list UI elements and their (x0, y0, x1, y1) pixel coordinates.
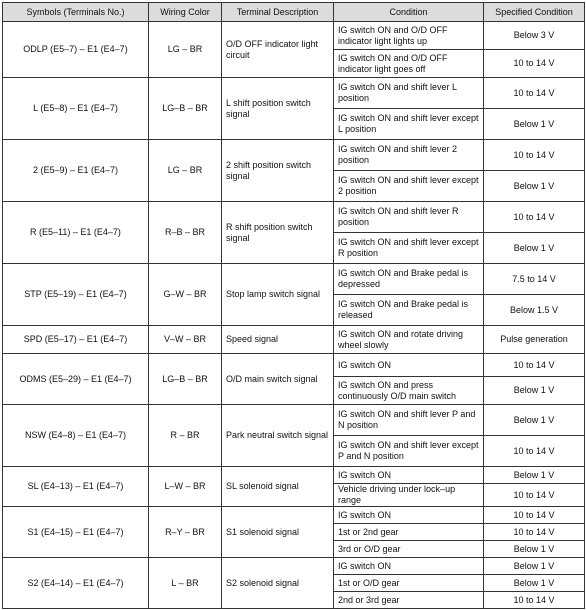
condition-cell: IG switch ON and shift lever except L position (334, 109, 484, 140)
terminal-symbol-cell: ODLP (E5–7) – E1 (E4–7) (3, 22, 149, 78)
specified-condition-cell: Below 1 V (484, 171, 585, 202)
terminal-symbol-cell: STP (E5–19) – E1 (E4–7) (3, 264, 149, 326)
condition-cell: IG switch ON and shift lever L position (334, 78, 484, 109)
condition-cell: IG switch ON (334, 507, 484, 524)
wiring-color-cell: L – BR (149, 558, 222, 609)
table-row (3, 78, 585, 109)
condition-cell: IG switch ON and O/D OFF indicator light lights up (334, 22, 484, 50)
specified-condition-cell: 7.5 to 14 V (484, 264, 585, 295)
terminal-description-cell: L shift position switch signal (222, 78, 334, 140)
table-row (3, 202, 585, 233)
terminal-description-cell: O/D main switch signal (222, 354, 334, 405)
header-symbols: Symbols (Terminals No.) (3, 3, 149, 22)
specified-condition-cell: 10 to 14 V (484, 592, 585, 609)
condition-cell: 1st or 2nd gear (334, 524, 484, 541)
terminal-description-cell: Stop lamp switch signal (222, 264, 334, 326)
condition-cell: IG switch ON and shift lever P and N position (334, 405, 484, 436)
condition-cell: IG switch ON and shift lever except R position (334, 233, 484, 264)
header-row (3, 3, 585, 22)
header-wiring-color: Wiring Color (149, 3, 222, 22)
condition-cell: IG switch ON and rotate driving wheel slowly (334, 326, 484, 354)
specified-condition-cell: Below 1 V (484, 467, 585, 484)
terminal-description-cell: O/D OFF indicator light circuit (222, 22, 334, 78)
condition-cell: IG switch ON and shift lever except P and N position (334, 436, 484, 467)
wiring-color-cell: LG – BR (149, 22, 222, 78)
terminal-symbol-cell: SPD (E5–17) – E1 (E4–7) (3, 326, 149, 354)
table-row (3, 354, 585, 377)
header-specified-condition: Specified Condition (484, 3, 585, 22)
condition-cell: IG switch ON and O/D OFF indicator light goes off (334, 50, 484, 78)
terminal-symbol-cell: NSW (E4–8) – E1 (E4–7) (3, 405, 149, 467)
table-row (3, 264, 585, 295)
condition-cell: IG switch ON and shift lever 2 position (334, 140, 484, 171)
wiring-color-cell: G–W – BR (149, 264, 222, 326)
wiring-color-cell: LG–B – BR (149, 354, 222, 405)
terminal-spec-table (2, 2, 585, 609)
wiring-color-cell: L–W – BR (149, 467, 222, 507)
table-row (3, 467, 585, 484)
terminal-description-cell: S2 solenoid signal (222, 558, 334, 609)
terminal-symbol-cell: R (E5–11) – E1 (E4–7) (3, 202, 149, 264)
table-row (3, 140, 585, 171)
specified-condition-cell: Pulse generation (484, 326, 585, 354)
table-row (3, 405, 585, 436)
condition-cell: IG switch ON and shift lever except 2 position (334, 171, 484, 202)
condition-cell: Vehicle driving under lock–up range (334, 484, 484, 507)
terminal-description-cell: S1 solenoid signal (222, 507, 334, 558)
specified-condition-cell: Below 1 V (484, 558, 585, 575)
condition-cell: IG switch ON (334, 354, 484, 377)
table-row (3, 326, 585, 354)
specified-condition-cell: Below 1.5 V (484, 295, 585, 326)
terminal-symbol-cell: S1 (E4–15) – E1 (E4–7) (3, 507, 149, 558)
condition-cell: 1st or O/D gear (334, 575, 484, 592)
specified-condition-cell: 10 to 14 V (484, 484, 585, 507)
specified-condition-cell: Below 1 V (484, 405, 585, 436)
specified-condition-cell: Below 3 V (484, 22, 585, 50)
condition-cell: 2nd or 3rd gear (334, 592, 484, 609)
terminal-description-cell: SL solenoid signal (222, 467, 334, 507)
condition-cell: IG switch ON (334, 558, 484, 575)
specified-condition-cell: Below 1 V (484, 109, 585, 140)
wiring-color-cell: LG – BR (149, 140, 222, 202)
wiring-color-cell: LG–B – BR (149, 78, 222, 140)
wiring-color-cell: V–W – BR (149, 326, 222, 354)
wiring-color-cell: R–B – BR (149, 202, 222, 264)
wiring-color-cell: R–Y – BR (149, 507, 222, 558)
specified-condition-cell: 10 to 14 V (484, 78, 585, 109)
wiring-color-cell: R – BR (149, 405, 222, 467)
terminal-description-cell: 2 shift position switch signal (222, 140, 334, 202)
specified-condition-cell: Below 1 V (484, 541, 585, 558)
condition-cell: IG switch ON and shift lever R position (334, 202, 484, 233)
condition-cell: IG switch ON and press continuously O/D main switch (334, 377, 484, 405)
specified-condition-cell: Below 1 V (484, 575, 585, 592)
specified-condition-cell: 10 to 14 V (484, 50, 585, 78)
terminal-description-cell: Speed signal (222, 326, 334, 354)
terminal-description-cell: Park neutral switch signal (222, 405, 334, 467)
table-row (3, 22, 585, 50)
specified-condition-cell: 10 to 14 V (484, 202, 585, 233)
header-terminal-description: Terminal Description (222, 3, 334, 22)
terminal-symbol-cell: 2 (E5–9) – E1 (E4–7) (3, 140, 149, 202)
specified-condition-cell: Below 1 V (484, 377, 585, 405)
specified-condition-cell: 10 to 14 V (484, 507, 585, 524)
terminal-symbol-cell: SL (E4–13) – E1 (E4–7) (3, 467, 149, 507)
specified-condition-cell: Below 1 V (484, 233, 585, 264)
specified-condition-cell: 10 to 14 V (484, 436, 585, 467)
table-header (3, 3, 585, 22)
table-row (3, 558, 585, 575)
condition-cell: 3rd or O/D gear (334, 541, 484, 558)
terminal-symbol-cell: ODMS (E5–29) – E1 (E4–7) (3, 354, 149, 405)
condition-cell: IG switch ON (334, 467, 484, 484)
table-row (3, 507, 585, 524)
specified-condition-cell: 10 to 14 V (484, 524, 585, 541)
terminal-symbol-cell: L (E5–8) – E1 (E4–7) (3, 78, 149, 140)
condition-cell: IG switch ON and Brake pedal is released (334, 295, 484, 326)
terminal-symbol-cell: S2 (E4–14) – E1 (E4–7) (3, 558, 149, 609)
table-body (3, 22, 585, 609)
header-condition: Condition (334, 3, 484, 22)
specified-condition-cell: 10 to 14 V (484, 354, 585, 377)
condition-cell: IG switch ON and Brake pedal is depressed (334, 264, 484, 295)
terminal-description-cell: R shift position switch signal (222, 202, 334, 264)
specified-condition-cell: 10 to 14 V (484, 140, 585, 171)
